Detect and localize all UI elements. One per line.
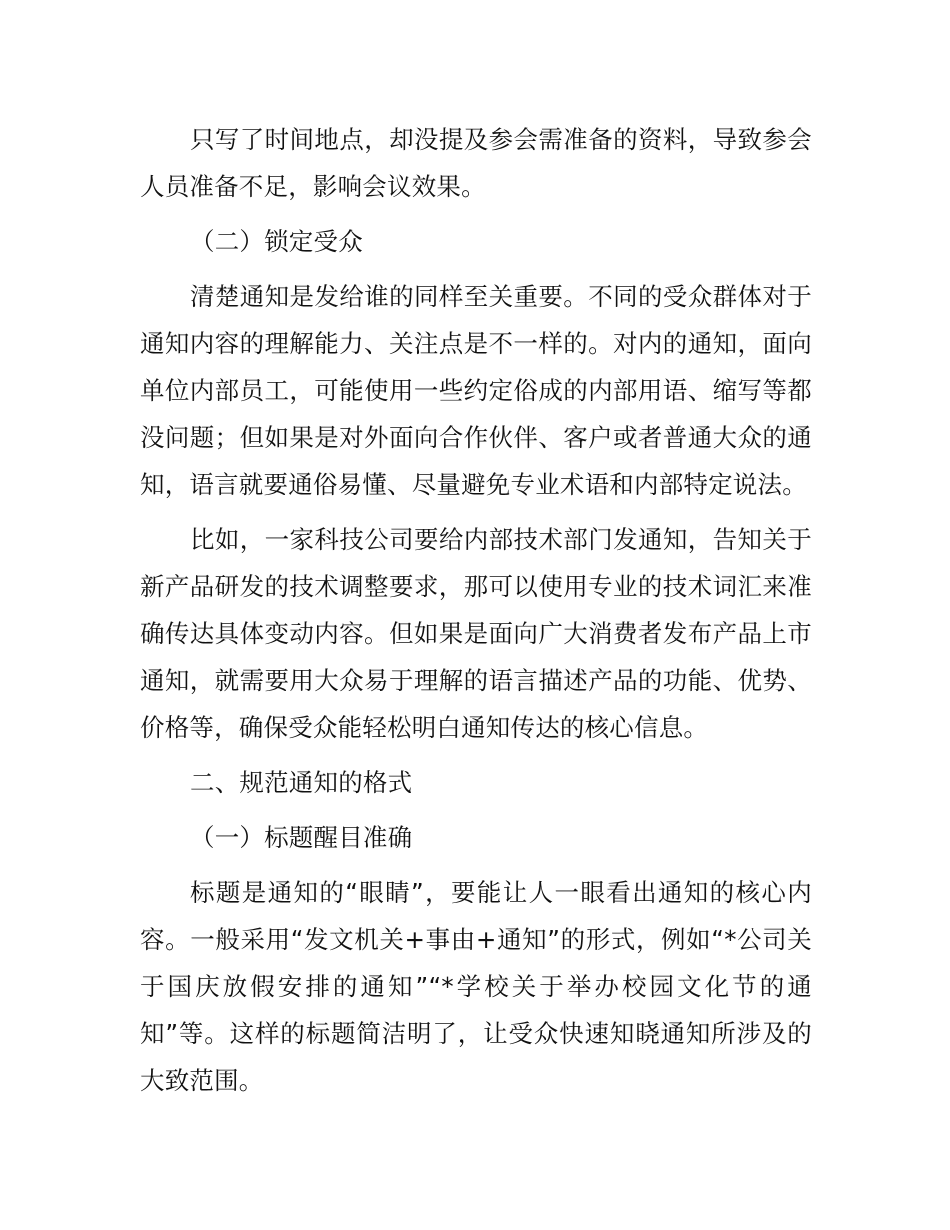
paragraph-audience: 清楚通知是发给谁的同样至关重要。不同的受众群体对于通知内容的理解能力、关注点是不一样的。对内的通知，面向单位内部员工，可能使用一些约定俗成的内部用语、缩写等都没问题；但如果是对外面向合作伙伴、客户或者普通大众的通知，语言就要通俗易懂、尽量避免专业术语和内部特定说法。 [140, 282, 812, 499]
paragraph-example: 比如，一家科技公司要给内部技术部门发通知，告知关于新产品研发的技术调整要求，那可以使用专业的技术词汇来准确传达具体变动内容。但如果是面向广大消费者发布产品上市通知，就需要用大众易于理解的语言描述产品的功能、优势、价格等，确保受众能轻松明白通知传达的核心信息。 [140, 525, 812, 742]
document-body [140, 116, 812, 1112]
subheading-title: （一）标题醒目准确 [190, 823, 413, 852]
paragraph-continuation: 只写了时间地点，却没提及参会需准备的资料，导致参会人员准备不足，影响会议效果。 [140, 125, 812, 201]
paragraph-title: 标题是通知的“眼睛”，要能让人一眼看出通知的核心内容。一般采用“发文机关+事由+通知”的形式，例如“*公司关于国庆放假安排的通知”“*学校关于举办校园文化节的通知”等。这样的标题简洁明了，让受众快速知晓通知所涉及的大致范围。 [140, 878, 812, 1095]
section-heading-format: 二、规范通知的格式 [190, 768, 413, 797]
subheading-lock-audience: （二）锁定受众 [190, 227, 363, 256]
